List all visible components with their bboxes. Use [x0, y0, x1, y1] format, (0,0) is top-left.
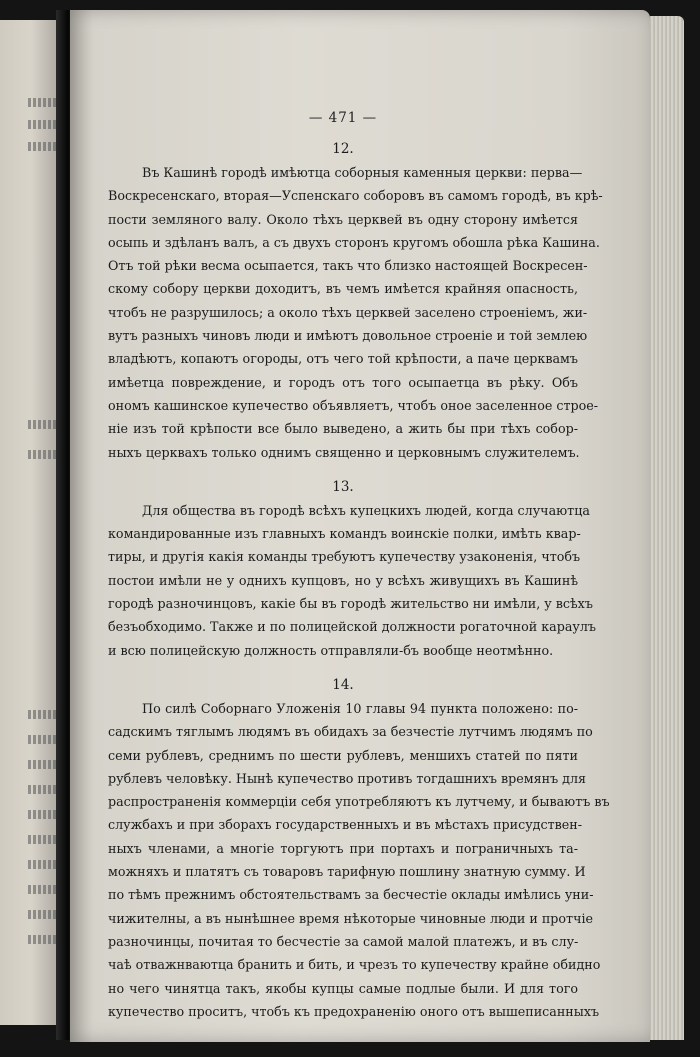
- text-line: командированные изъ главныхъ командъ воинскіе полки, имѣть квар-: [108, 526, 581, 542]
- left-page-text-fragment: [28, 860, 56, 869]
- left-page-text-fragment: [28, 935, 56, 944]
- text-line: разночинцы, почитая то бесчестіе за самой малой платежъ, и въ слу-: [108, 933, 579, 949]
- text-line: купечество проситъ, чтобъ къ предохраненію оного отъ вышеписанныхъ: [108, 1003, 600, 1019]
- section-paragraph: [108, 697, 610, 1023]
- text-line: По силѣ Соборнаго Уложенія 10 главы 94 пункта положено: по-: [142, 700, 578, 716]
- book-page: [70, 10, 650, 1042]
- left-page-text-fragment: [28, 98, 56, 107]
- text-line: Для общества въ городѣ всѣхъ купецкихъ людей, когда случаютца: [142, 502, 590, 518]
- text-line: городѣ разночинцовъ, какіе бы въ городѣ жительство ни имѣли, у всѣхъ: [108, 596, 593, 612]
- text-line: осыпь и здѣланъ валъ, а съ двухъ сторонъ кругомъ обошла рѣка Кашина.: [108, 234, 600, 250]
- section-paragraph: [108, 161, 603, 464]
- text-line: рублевъ человѣку. Нынѣ купечество противъ тогдашнихъ времянъ для: [108, 770, 587, 786]
- left-page-text-fragment: [28, 760, 56, 769]
- section-number: 12.: [332, 141, 354, 157]
- text-line: можняхъ и платятъ съ товаровъ тарифную пошлину знатную сумму. И: [108, 864, 586, 880]
- text-line: но чего чинятца такъ, якобы купцы самые подлые были. И для того: [108, 980, 578, 996]
- left-facing-page: [0, 20, 62, 1025]
- text-line: безъобходимо. Также и по полицейской должности рогаточной караулъ: [108, 619, 597, 635]
- text-line: ономъ кашинское купечество объявляетъ, чтобъ оное заселенное строе-: [108, 397, 599, 413]
- text-line: Въ Кашинѣ городѣ имѣютца соборныя каменныя церкви: перва—: [142, 165, 583, 180]
- text-line: семи рублевъ, среднимъ по шести рублевъ, меншихъ статей по пяти: [108, 747, 578, 763]
- page-number: — 471 —: [308, 110, 378, 126]
- text-line: чижителны, а въ нынѣшнее время нѣкоторые чиновные люди и протчіе: [108, 910, 594, 926]
- left-page-text-fragment: [28, 735, 56, 744]
- left-page-text-fragment: [28, 120, 56, 129]
- text-line: тиры, и другія какія команды требуютъ купечеству узаконенія, чтобъ: [108, 549, 581, 565]
- text-line: садскимъ тяглымъ людямъ въ обидахъ за безчестіе лутчимъ людямъ по: [108, 724, 593, 740]
- page-text: [108, 138, 610, 1023]
- text-line: владѣютъ, копаютъ огороды, отъ чего той крѣпости, а паче церквамъ: [108, 351, 578, 367]
- page-stack-edge: [650, 16, 684, 1040]
- left-page-text-fragment: [28, 450, 56, 459]
- left-page-text-fragment: [28, 835, 56, 844]
- text-line: Воскресенскаго, вторая—Успенскаго соборовъ въ самомъ городѣ, въ крѣ-: [108, 188, 603, 204]
- text-line: постои имѣли не у однихъ купцовъ, но у всѣхъ живущихъ въ Кашинѣ: [108, 572, 578, 588]
- left-page-text-fragment: [28, 420, 56, 429]
- left-page-text-fragment: [28, 142, 56, 151]
- section-number: 14.: [332, 676, 354, 693]
- left-page-text-fragment: [28, 710, 56, 719]
- left-page-text-fragment: [28, 885, 56, 894]
- text-line: ніе изъ той крѣпости все было выведено, а жить бы при тѣхъ собор-: [108, 421, 578, 437]
- section-number: 13.: [332, 478, 354, 495]
- text-line: имѣетца повреждение, и городъ отъ того осыпаетца въ рѣку. Объ: [108, 374, 578, 390]
- text-line: по тѣмъ прежнимъ обстоятельствамъ за бесчестіе оклады имѣлись уни-: [108, 887, 594, 903]
- text-line: скому собору церкви доходитъ, въ чемъ имѣется крайняя опасность,: [108, 281, 578, 297]
- left-page-text-fragment: [28, 810, 56, 819]
- text-line: ныхъ членами, а многіе торгуютъ при портахъ и пограничныхъ та-: [108, 840, 578, 856]
- left-page-text-fragment: [28, 910, 56, 919]
- text-line: чаѣ отважнваютца бранить и бить, и чрезъ то купечеству крайне обидно: [108, 957, 601, 973]
- text-line: Отъ той рѣки весма осыпается, такъ что близко настоящей Воскресен-: [108, 258, 588, 274]
- text-line: службахъ и при зборахъ государственныхъ и въ мѣстахъ присудствен-: [108, 817, 583, 833]
- left-page-text-fragment: [28, 785, 56, 794]
- text-line: распространенія коммерціи себя употребляютъ къ лутчему, и бываютъ въ: [108, 794, 610, 810]
- text-line: пости земляного валу. Около тѣхъ церквей въ одну сторону имѣется: [108, 211, 578, 227]
- section-paragraph: [108, 499, 597, 662]
- text-line: вутъ разныхъ чиновъ люди и имѣютъ довольное строеніе и той землею: [108, 328, 588, 344]
- text-line: ныхъ церквахъ только однимъ священно и церковнымъ служителемъ.: [108, 444, 580, 460]
- text-line: чтобъ не разрушилось; а около тѣхъ церквей заселено строеніемъ, жи-: [108, 304, 588, 320]
- text-line: и всю полицейскую должность отправляли-бъ вообще неотмѣнно.: [108, 642, 554, 658]
